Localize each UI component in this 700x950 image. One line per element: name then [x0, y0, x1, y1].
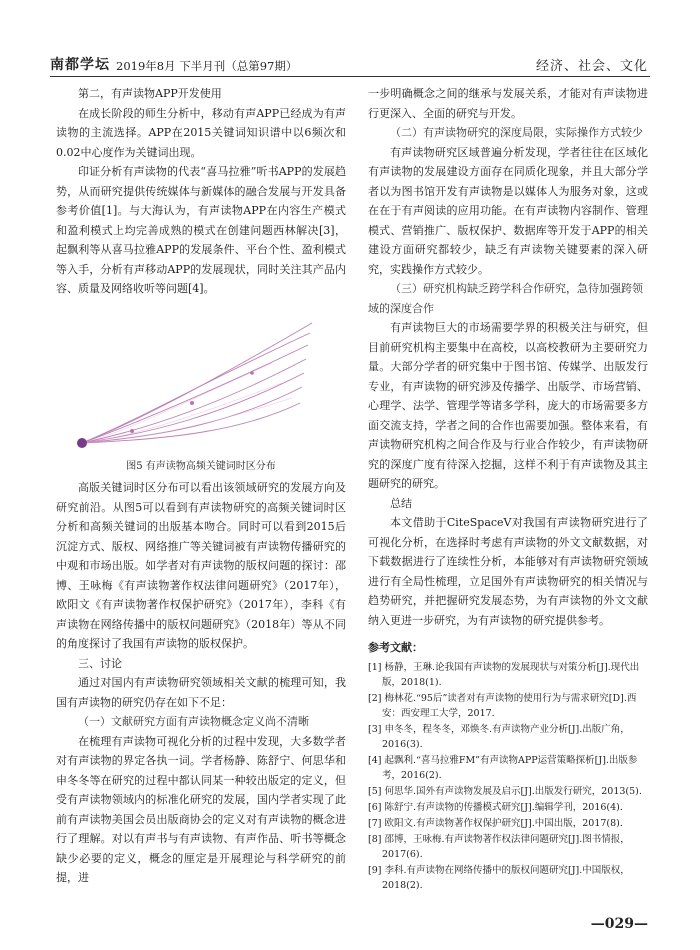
paragraph: 有声读物巨大的市场需要学界的积极关注与研究，但目前研究机构主要集中在高校，以高校教研为主要研究力量。大部分学者的研究集中于图书馆、传媒学、出版发行专业，有声读物的研究涉及传播学、出版学、市场营销、心理学、法学、管理学等诸多学科，庞大的市场需要多方面交流支持，学者之间的合作也需要加强。整体来看，有声读物研究机构之间合作及与行业合作较少，有声读物研究的深度广度有待深入挖掘，这样不利于有声读物及其主题研究的研究。 [368, 321, 648, 490]
page-header [50, 48, 650, 74]
timezone-map-graphic [72, 303, 322, 453]
reference-item: [2] 梅林花.“95后”读者对有声读物的使用行为与需求研究[D].西安：西安理工大学，2017. [368, 692, 637, 719]
paragraph: 高版关键词时区分布可以看出该领域研究的发展方向及研究前沿。从图5可以看到有声读物研究的高频关键词时区分析和高频关键词的出版基本吻合。同时可以看到2015后沉淀方式、版权、网络推广等关键词被有声读物传播研究的中观和市场出版。如学者对有声读物的版权问题的探讨：邵博、王咏梅《有声读物著作权法律问题研究》（2017年），欧阳文《有声读物著作权保护研究》（2017年），李科《有声读物在网络传播中的版权问题研究》（2018年）等从不同的角度探讨了我国有声读物的版权保护。 [56, 481, 346, 650]
left-column [56, 84, 346, 888]
page-number: —029— [590, 916, 648, 932]
paragraph: 通过对国内有声读物研究领域相关文献的梳理可知，我国有声读物的研究仍存在如下不足： [56, 676, 346, 709]
paragraph: 本文借助于CiteSpaceV对我国有声读物研究进行了可视化分析，在选择时考虑有声读物的外文文献数据，对下载数据进行了连续性分析，本能够对有声读物研究领域进行有全局性梳理，立足国外有声读物研究的相关情况与趋势研究，并把握研究发展态势，为有声读物的外文文献纳入更进一步研究，为有声读物的研究提供参考。 [368, 516, 648, 627]
reference-item: [4] 起飘利.“喜马拉雅FM”有声读物APP运营策略探析[J].出版参考，2016(2). [368, 754, 638, 781]
references-list [368, 660, 648, 893]
header-rule [50, 76, 650, 77]
subheading: （一）文献研究方面有声读物概念定义尚不清晰 [78, 715, 309, 728]
reference-item: [3] 申冬冬，程冬冬，邓焕冬.有声读物产业分析[J].出版广角，2016(3). [368, 723, 630, 750]
reference-item: [5] 何思华.国外有声读物发展及启示[J].出版发行研究，2013(5). [368, 785, 642, 797]
timeline-curve [82, 387, 302, 443]
keyword-node [250, 371, 254, 375]
subheading: （三）研究机构缺乏跨学科合作研究，急待加强跨领域的深度合作 [368, 282, 643, 315]
keyword-node [130, 429, 134, 433]
journal-title: 南都学坛 [50, 57, 110, 73]
reference-item: [7] 欧阳文.有声读物著作权保护研究[J].中国出版，2017(8). [368, 817, 623, 829]
section-title: 经济、社会、文化 [535, 59, 648, 74]
issue-info: 2019年8月 下半月刊（总第97期） [116, 59, 298, 73]
heading-app-development: 第二，有声读物APP开发使用 [78, 87, 222, 100]
paragraph: 印证分析有声读物的代表“喜马拉雅”听书APP的发展趋势，从而研究提供传统媒体与新媒体的融合发展与开发具备参考价值[1]。与大海认为，有声读物APP在内容生产模式和盈利模式上均完善成熟的模式在创建问题西林解决[3]，起飘利等从喜马拉雅APP的发展条件、平台个性、盈利模式等入手，分析有声移动APP的发展现状，同时关注其产品内容、质量及网络收听等问题[4]。 [56, 165, 346, 295]
timeline-curve [82, 383, 282, 443]
timeline-curve [82, 333, 310, 443]
paragraph: 一步明确概念之间的继承与发展关系，才能对有声读物进行更深入、全面的研究与开发。 [368, 87, 648, 120]
keyword-node [77, 438, 87, 448]
paragraph: 有声读物研究区域普遍分析发现，学者往往在区域化有声读物的发展建设方面存在同质化现象，并且大部分学者以为图书馆开发有声读物是以媒体人为服务对象，这或在在于有声阅读的应用功能。在有声读物内容制作、管理模式、营销推广、版权保护、数据库等开发于APP的相关建设方面研究都较少，缺乏有声读物关键要素的深入研究，实践操作方式较少。 [368, 145, 648, 276]
header-left [50, 54, 297, 74]
subheading: （二）有声读物研究的深度局限，实际操作方式较少 [390, 126, 643, 139]
reference-item: [8] 邵博，王咏梅.有声读物著作权法律问题研究[J].图书情报，2017(6). [368, 833, 630, 860]
paragraph: 在梳理有声读物可视化分析的过程中发现，大多数学者对有声读物的界定各执一词。学者杨静、陈舒宁、何思华和申冬冬等在研究的过程中都认同某一种较出版定的定义，但受有声读物领域内的标准化研究的发展，国内学者实现了此前有声读物美国会员出版商协会的定义对有声读物的概念进行了理解。对以有声书与有声读物、有声作品、听书等概念缺少必要的定义，概念的厘定是开展理论与科学研究的前提，进 [56, 734, 346, 884]
keyword-timezone-figure [72, 303, 322, 453]
paragraph: 在成长阶段的师生分析中，移动有声APP已经成为有声读物的主流选择。APP在2015关键词知识谱中以6频次和0.02中心度作为关键词出现。 [56, 106, 346, 159]
heading-discussion: 三、讨论 [78, 656, 122, 670]
right-column [368, 84, 648, 894]
reference-item: [6] 陈舒宁.有声读物的传播模式研究[J].编辑学刊，2016(4). [368, 801, 623, 813]
heading-summary: 总结 [390, 496, 412, 510]
reference-item: [9] 李科.有声读物在网络传播中的版权问题研究[J].中国版权，2018(2). [368, 864, 630, 891]
figure-caption: 图5 有声读物高频关键词时区分布 [126, 460, 276, 472]
references-title: 参考文献： [368, 641, 423, 654]
reference-item: [1] 杨静，王琳.论我国有声读物的发展现状与对策分析[J].现代出版，2018(1). [368, 661, 640, 688]
keyword-node [190, 401, 194, 405]
